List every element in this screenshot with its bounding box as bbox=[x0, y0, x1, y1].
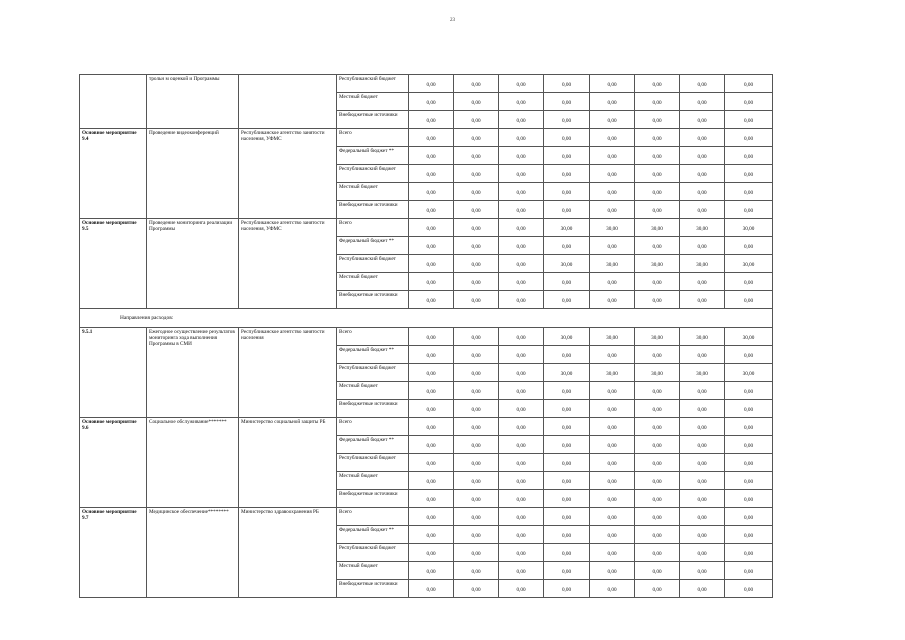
amount-cell: 0,00 bbox=[680, 93, 725, 111]
amount-cell: 0,00 bbox=[590, 273, 635, 291]
amount-cell: 0,00 bbox=[590, 490, 635, 508]
amount-cell: 0,00 bbox=[544, 580, 590, 598]
amount-cell: 30,00 bbox=[680, 219, 725, 237]
amount-cell: 0,00 bbox=[590, 454, 635, 472]
amount-cell: 0,00 bbox=[725, 129, 773, 147]
activity-code-cell: Основное мероприятие 9.5 bbox=[80, 219, 147, 309]
amount-cell: 0,00 bbox=[680, 111, 725, 129]
amount-cell: 0,00 bbox=[725, 508, 773, 526]
amount-cell: 0,00 bbox=[544, 562, 590, 580]
amount-cell: 0,00 bbox=[454, 237, 499, 255]
amount-cell: 0,00 bbox=[725, 165, 773, 183]
amount-cell: 0,00 bbox=[499, 508, 544, 526]
activity-code-cell: Основное мероприятие 9.6 bbox=[80, 418, 147, 508]
amount-cell: 0,00 bbox=[680, 346, 725, 364]
amount-cell: 30,00 bbox=[725, 219, 773, 237]
amount-cell: 0,00 bbox=[544, 75, 590, 93]
section-label: Направления расходов: bbox=[80, 309, 773, 328]
amount-cell: 0,00 bbox=[635, 147, 680, 165]
amount-cell: 0,00 bbox=[635, 580, 680, 598]
amount-cell: 0,00 bbox=[454, 201, 499, 219]
amount-cell: 0,00 bbox=[590, 544, 635, 562]
amount-cell: 0,00 bbox=[499, 111, 544, 129]
amount-cell: 0,00 bbox=[499, 436, 544, 454]
amount-cell: 0,00 bbox=[454, 364, 499, 382]
amount-cell: 0,00 bbox=[725, 93, 773, 111]
amount-cell: 0,00 bbox=[499, 129, 544, 147]
amount-cell: 0,00 bbox=[725, 562, 773, 580]
executor-cell bbox=[239, 75, 337, 129]
amount-cell: 0,00 bbox=[409, 237, 454, 255]
table-row bbox=[80, 75, 773, 93]
amount-cell: 0,00 bbox=[409, 183, 454, 201]
amount-cell: 0,00 bbox=[544, 544, 590, 562]
amount-cell: 30,00 bbox=[635, 255, 680, 273]
amount-cell: 0,00 bbox=[544, 129, 590, 147]
funding-source-cell: Внебюджетные источники bbox=[337, 111, 409, 129]
activity-name-cell: Проведение видеоконференций bbox=[147, 129, 239, 219]
amount-cell: 0,00 bbox=[409, 219, 454, 237]
activity-code-cell: Основное мероприятие 9.4 bbox=[80, 129, 147, 219]
funding-source-cell: Внебюджетные источники bbox=[337, 201, 409, 219]
amount-cell: 30,00 bbox=[725, 364, 773, 382]
funding-source-cell: Федеральный бюджет ** bbox=[337, 436, 409, 454]
amount-cell: 0,00 bbox=[544, 346, 590, 364]
amount-cell: 0,00 bbox=[590, 183, 635, 201]
amount-cell: 0,00 bbox=[544, 291, 590, 309]
activity-name-cell: трольн м оценкой и Программы bbox=[147, 75, 239, 129]
amount-cell: 0,00 bbox=[680, 75, 725, 93]
funding-source-cell: Всего bbox=[337, 328, 409, 346]
amount-cell: 0,00 bbox=[725, 436, 773, 454]
amount-cell: 0,00 bbox=[680, 526, 725, 544]
amount-cell: 0,00 bbox=[590, 400, 635, 418]
amount-cell: 0,00 bbox=[725, 580, 773, 598]
amount-cell: 0,00 bbox=[725, 400, 773, 418]
amount-cell: 0,00 bbox=[544, 490, 590, 508]
amount-cell: 0,00 bbox=[544, 111, 590, 129]
amount-cell: 0,00 bbox=[454, 328, 499, 346]
funding-source-cell: Федеральный бюджет ** bbox=[337, 237, 409, 255]
amount-cell: 0,00 bbox=[454, 291, 499, 309]
activity-name-cell: Социальное обслуживание******* bbox=[147, 418, 239, 508]
amount-cell: 30,00 bbox=[544, 219, 590, 237]
amount-cell: 0,00 bbox=[499, 364, 544, 382]
activity-name-cell: Ежегодное осуществление результатов мониторинга хода выполнения Программы в СМИ bbox=[147, 328, 239, 418]
amount-cell: 0,00 bbox=[544, 183, 590, 201]
table-row bbox=[80, 328, 773, 346]
executor-cell: Министерство социальной защиты РБ bbox=[239, 418, 337, 508]
amount-cell: 0,00 bbox=[499, 93, 544, 111]
funding-source-cell: Внебюджетные источники bbox=[337, 291, 409, 309]
amount-cell: 0,00 bbox=[499, 75, 544, 93]
activity-code-cell: 9.5.1 bbox=[80, 328, 147, 418]
funding-source-cell: Местный бюджет bbox=[337, 273, 409, 291]
table-row bbox=[80, 129, 773, 147]
funding-source-cell: Местный бюджет bbox=[337, 472, 409, 490]
amount-cell: 0,00 bbox=[454, 219, 499, 237]
amount-cell: 0,00 bbox=[590, 111, 635, 129]
executor-cell: Министерство здравоохранения РБ bbox=[239, 508, 337, 598]
amount-cell: 0,00 bbox=[544, 454, 590, 472]
funding-source-cell: Республиканский бюджет bbox=[337, 165, 409, 183]
amount-cell: 0,00 bbox=[635, 237, 680, 255]
amount-cell: 0,00 bbox=[454, 75, 499, 93]
amount-cell: 30,00 bbox=[680, 328, 725, 346]
amount-cell: 0,00 bbox=[499, 400, 544, 418]
amount-cell: 0,00 bbox=[454, 183, 499, 201]
amount-cell: 0,00 bbox=[635, 346, 680, 364]
amount-cell: 0,00 bbox=[590, 382, 635, 400]
amount-cell: 0,00 bbox=[409, 508, 454, 526]
page-number: 23 bbox=[450, 18, 455, 23]
amount-cell: 0,00 bbox=[454, 454, 499, 472]
activity-name-cell: Проведение мониторинга реализации Программы bbox=[147, 219, 239, 309]
executor-cell: Республиканское агентство занятости населения, УФМС bbox=[239, 219, 337, 309]
amount-cell: 0,00 bbox=[725, 382, 773, 400]
funding-source-cell: Внебюджетные источники bbox=[337, 490, 409, 508]
funding-source-cell: Республиканский бюджет bbox=[337, 364, 409, 382]
amount-cell: 0,00 bbox=[499, 562, 544, 580]
activity-code-cell: Основное мероприятие 9.7 bbox=[80, 508, 147, 598]
amount-cell: 0,00 bbox=[680, 382, 725, 400]
funding-source-cell: Местный бюджет bbox=[337, 382, 409, 400]
amount-cell: 0,00 bbox=[590, 93, 635, 111]
amount-cell: 0,00 bbox=[725, 147, 773, 165]
budget-table bbox=[79, 74, 773, 598]
amount-cell: 0,00 bbox=[454, 93, 499, 111]
amount-cell: 0,00 bbox=[635, 490, 680, 508]
amount-cell: 0,00 bbox=[725, 490, 773, 508]
amount-cell: 0,00 bbox=[725, 75, 773, 93]
amount-cell: 0,00 bbox=[409, 147, 454, 165]
amount-cell: 0,00 bbox=[635, 526, 680, 544]
amount-cell: 0,00 bbox=[454, 129, 499, 147]
amount-cell: 0,00 bbox=[454, 400, 499, 418]
amount-cell: 0,00 bbox=[499, 454, 544, 472]
funding-source-cell: Республиканский бюджет bbox=[337, 255, 409, 273]
amount-cell: 0,00 bbox=[590, 436, 635, 454]
amount-cell: 0,00 bbox=[499, 291, 544, 309]
amount-cell: 0,00 bbox=[454, 418, 499, 436]
budget-table-body bbox=[80, 75, 773, 598]
funding-source-cell: Местный бюджет bbox=[337, 183, 409, 201]
amount-cell: 0,00 bbox=[725, 273, 773, 291]
funding-source-cell: Всего bbox=[337, 219, 409, 237]
amount-cell: 0,00 bbox=[635, 129, 680, 147]
amount-cell: 0,00 bbox=[635, 562, 680, 580]
amount-cell: 30,00 bbox=[635, 328, 680, 346]
amount-cell: 0,00 bbox=[544, 273, 590, 291]
amount-cell: 0,00 bbox=[409, 364, 454, 382]
amount-cell: 0,00 bbox=[409, 93, 454, 111]
funding-source-cell: Всего bbox=[337, 418, 409, 436]
amount-cell: 0,00 bbox=[499, 237, 544, 255]
amount-cell: 0,00 bbox=[499, 165, 544, 183]
amount-cell: 0,00 bbox=[544, 382, 590, 400]
amount-cell: 0,00 bbox=[409, 454, 454, 472]
amount-cell: 0,00 bbox=[409, 273, 454, 291]
amount-cell: 0,00 bbox=[454, 562, 499, 580]
amount-cell: 0,00 bbox=[680, 508, 725, 526]
amount-cell: 0,00 bbox=[635, 544, 680, 562]
amount-cell: 0,00 bbox=[590, 526, 635, 544]
amount-cell: 30,00 bbox=[680, 255, 725, 273]
amount-cell: 0,00 bbox=[725, 201, 773, 219]
amount-cell: 0,00 bbox=[499, 201, 544, 219]
funding-source-cell: Всего bbox=[337, 508, 409, 526]
amount-cell: 0,00 bbox=[454, 147, 499, 165]
funding-source-cell: Местный бюджет bbox=[337, 562, 409, 580]
amount-cell: 0,00 bbox=[409, 129, 454, 147]
amount-cell: 0,00 bbox=[499, 526, 544, 544]
amount-cell: 0,00 bbox=[590, 165, 635, 183]
amount-cell: 0,00 bbox=[680, 418, 725, 436]
amount-cell: 0,00 bbox=[590, 580, 635, 598]
amount-cell: 0,00 bbox=[590, 472, 635, 490]
executor-cell: Республиканское агентство занятости населения, УФМС bbox=[239, 129, 337, 219]
amount-cell: 0,00 bbox=[454, 580, 499, 598]
amount-cell: 0,00 bbox=[544, 472, 590, 490]
amount-cell: 0,00 bbox=[544, 436, 590, 454]
amount-cell: 0,00 bbox=[544, 165, 590, 183]
funding-source-cell: Республиканский бюджет bbox=[337, 544, 409, 562]
amount-cell: 0,00 bbox=[409, 111, 454, 129]
activity-name-cell: Медицинское обеспечение******** bbox=[147, 508, 239, 598]
amount-cell: 0,00 bbox=[635, 382, 680, 400]
executor-cell: Республиканское агентство занятости населения bbox=[239, 328, 337, 418]
amount-cell: 30,00 bbox=[725, 255, 773, 273]
amount-cell: 0,00 bbox=[409, 418, 454, 436]
amount-cell: 0,00 bbox=[635, 454, 680, 472]
amount-cell: 0,00 bbox=[409, 472, 454, 490]
amount-cell: 0,00 bbox=[680, 147, 725, 165]
amount-cell: 0,00 bbox=[544, 418, 590, 436]
amount-cell: 0,00 bbox=[499, 382, 544, 400]
amount-cell: 0,00 bbox=[680, 165, 725, 183]
amount-cell: 0,00 bbox=[409, 490, 454, 508]
amount-cell: 0,00 bbox=[544, 508, 590, 526]
amount-cell: 0,00 bbox=[409, 346, 454, 364]
amount-cell: 0,00 bbox=[499, 147, 544, 165]
amount-cell: 0,00 bbox=[409, 201, 454, 219]
amount-cell: 0,00 bbox=[454, 544, 499, 562]
amount-cell: 0,00 bbox=[725, 454, 773, 472]
amount-cell: 0,00 bbox=[544, 526, 590, 544]
amount-cell: 0,00 bbox=[544, 400, 590, 418]
amount-cell: 0,00 bbox=[590, 508, 635, 526]
amount-cell: 0,00 bbox=[635, 111, 680, 129]
amount-cell: 30,00 bbox=[590, 219, 635, 237]
amount-cell: 0,00 bbox=[590, 346, 635, 364]
amount-cell: 0,00 bbox=[409, 291, 454, 309]
funding-source-cell: Внебюджетные источники bbox=[337, 580, 409, 598]
amount-cell: 0,00 bbox=[725, 183, 773, 201]
amount-cell: 0,00 bbox=[454, 273, 499, 291]
amount-cell: 0,00 bbox=[680, 472, 725, 490]
amount-cell: 0,00 bbox=[680, 129, 725, 147]
amount-cell: 0,00 bbox=[454, 382, 499, 400]
amount-cell: 0,00 bbox=[499, 346, 544, 364]
funding-source-cell: Внебюджетные источники bbox=[337, 400, 409, 418]
amount-cell: 0,00 bbox=[680, 237, 725, 255]
amount-cell: 0,00 bbox=[499, 490, 544, 508]
funding-source-cell: Местный бюджет bbox=[337, 93, 409, 111]
amount-cell: 0,00 bbox=[680, 273, 725, 291]
amount-cell: 0,00 bbox=[725, 544, 773, 562]
amount-cell: 30,00 bbox=[544, 364, 590, 382]
amount-cell: 0,00 bbox=[635, 183, 680, 201]
funding-source-cell: Республиканский бюджет bbox=[337, 75, 409, 93]
amount-cell: 0,00 bbox=[409, 382, 454, 400]
amount-cell: 0,00 bbox=[409, 75, 454, 93]
amount-cell: 0,00 bbox=[680, 562, 725, 580]
amount-cell: 30,00 bbox=[544, 255, 590, 273]
amount-cell: 0,00 bbox=[680, 580, 725, 598]
amount-cell: 0,00 bbox=[454, 165, 499, 183]
amount-cell: 30,00 bbox=[725, 328, 773, 346]
amount-cell: 0,00 bbox=[635, 75, 680, 93]
amount-cell: 0,00 bbox=[590, 237, 635, 255]
amount-cell: 30,00 bbox=[680, 364, 725, 382]
amount-cell: 0,00 bbox=[499, 255, 544, 273]
amount-cell: 0,00 bbox=[499, 580, 544, 598]
amount-cell: 0,00 bbox=[680, 400, 725, 418]
amount-cell: 0,00 bbox=[635, 472, 680, 490]
amount-cell: 30,00 bbox=[590, 255, 635, 273]
amount-cell: 0,00 bbox=[635, 201, 680, 219]
amount-cell: 30,00 bbox=[635, 364, 680, 382]
amount-cell: 0,00 bbox=[725, 526, 773, 544]
amount-cell: 0,00 bbox=[680, 544, 725, 562]
amount-cell: 0,00 bbox=[499, 418, 544, 436]
amount-cell: 0,00 bbox=[454, 526, 499, 544]
amount-cell: 0,00 bbox=[635, 508, 680, 526]
amount-cell: 0,00 bbox=[680, 183, 725, 201]
amount-cell: 0,00 bbox=[635, 436, 680, 454]
amount-cell: 0,00 bbox=[635, 273, 680, 291]
amount-cell: 0,00 bbox=[409, 436, 454, 454]
amount-cell: 0,00 bbox=[544, 147, 590, 165]
amount-cell: 0,00 bbox=[680, 201, 725, 219]
amount-cell: 0,00 bbox=[725, 111, 773, 129]
amount-cell: 0,00 bbox=[499, 183, 544, 201]
amount-cell: 0,00 bbox=[499, 273, 544, 291]
amount-cell: 0,00 bbox=[454, 472, 499, 490]
amount-cell: 0,00 bbox=[590, 291, 635, 309]
amount-cell: 0,00 bbox=[725, 472, 773, 490]
amount-cell: 0,00 bbox=[409, 544, 454, 562]
table-row bbox=[80, 508, 773, 526]
activity-code-cell bbox=[80, 75, 147, 129]
funding-source-cell: Всего bbox=[337, 129, 409, 147]
funding-source-cell: Федеральный бюджет ** bbox=[337, 147, 409, 165]
amount-cell: 0,00 bbox=[635, 93, 680, 111]
amount-cell: 0,00 bbox=[454, 490, 499, 508]
amount-cell: 0,00 bbox=[725, 418, 773, 436]
amount-cell: 0,00 bbox=[590, 147, 635, 165]
amount-cell: 0,00 bbox=[499, 328, 544, 346]
amount-cell: 0,00 bbox=[635, 291, 680, 309]
amount-cell: 0,00 bbox=[590, 418, 635, 436]
amount-cell: 0,00 bbox=[635, 418, 680, 436]
amount-cell: 0,00 bbox=[409, 400, 454, 418]
funding-source-cell: Федеральный бюджет ** bbox=[337, 526, 409, 544]
amount-cell: 0,00 bbox=[409, 328, 454, 346]
amount-cell: 0,00 bbox=[635, 400, 680, 418]
funding-source-cell: Республиканский бюджет bbox=[337, 454, 409, 472]
amount-cell: 0,00 bbox=[590, 562, 635, 580]
amount-cell: 30,00 bbox=[635, 219, 680, 237]
section-row bbox=[80, 309, 773, 328]
amount-cell: 0,00 bbox=[725, 346, 773, 364]
amount-cell: 0,00 bbox=[409, 580, 454, 598]
amount-cell: 0,00 bbox=[725, 237, 773, 255]
amount-cell: 0,00 bbox=[544, 201, 590, 219]
amount-cell: 0,00 bbox=[454, 111, 499, 129]
table-row bbox=[80, 219, 773, 237]
amount-cell: 0,00 bbox=[409, 255, 454, 273]
amount-cell: 0,00 bbox=[454, 346, 499, 364]
amount-cell: 0,00 bbox=[590, 201, 635, 219]
amount-cell: 0,00 bbox=[680, 490, 725, 508]
amount-cell: 0,00 bbox=[590, 75, 635, 93]
amount-cell: 0,00 bbox=[725, 291, 773, 309]
amount-cell: 0,00 bbox=[544, 237, 590, 255]
amount-cell: 0,00 bbox=[409, 526, 454, 544]
amount-cell: 0,00 bbox=[454, 255, 499, 273]
table-row bbox=[80, 418, 773, 436]
amount-cell: 0,00 bbox=[499, 219, 544, 237]
amount-cell: 0,00 bbox=[590, 129, 635, 147]
amount-cell: 30,00 bbox=[544, 328, 590, 346]
amount-cell: 0,00 bbox=[454, 436, 499, 454]
amount-cell: 0,00 bbox=[499, 544, 544, 562]
amount-cell: 30,00 bbox=[590, 328, 635, 346]
amount-cell: 0,00 bbox=[680, 436, 725, 454]
amount-cell: 0,00 bbox=[499, 472, 544, 490]
amount-cell: 30,00 bbox=[590, 364, 635, 382]
amount-cell: 0,00 bbox=[680, 291, 725, 309]
amount-cell: 0,00 bbox=[409, 562, 454, 580]
amount-cell: 0,00 bbox=[454, 508, 499, 526]
amount-cell: 0,00 bbox=[409, 165, 454, 183]
amount-cell: 0,00 bbox=[635, 165, 680, 183]
amount-cell: 0,00 bbox=[544, 93, 590, 111]
funding-source-cell: Федеральный бюджет ** bbox=[337, 346, 409, 364]
amount-cell: 0,00 bbox=[680, 454, 725, 472]
